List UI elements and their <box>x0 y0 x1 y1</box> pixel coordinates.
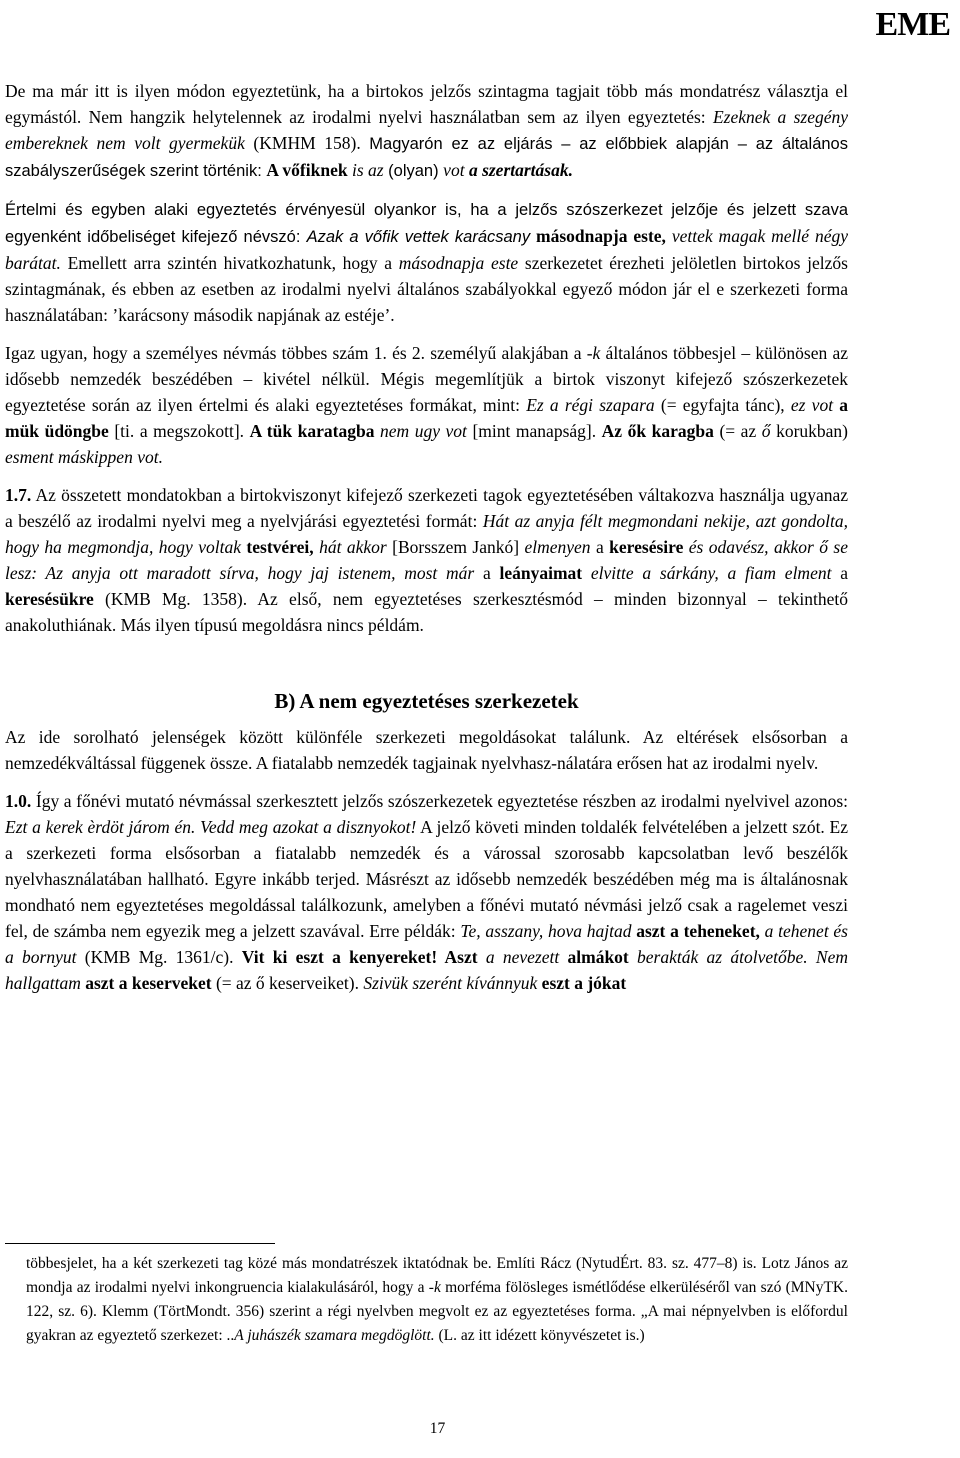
text-run: többesjelet, ha a két szerkezeti tag közé más mondatrészek iktatódnak be. Említi Rácz (NytudÉrt. 83. sz. 477–8) is. Lotz János az mondja az irodalmi nyelvi inkongruencia kialakulásáról, hogy a <box>26 1255 848 1296</box>
text-run: berakták az átolvetőbe. Nem hallgattam <box>5 947 848 993</box>
text-run: a tehenet és a bornyut <box>5 921 848 967</box>
text-run: korukban) <box>770 421 849 441</box>
text-run: Értelmi és egyben alaki egyeztetés érvényesül olyankor is, ha a jelzős szószerkezet jelzője és jelzett szava egyenként időbeliséget kifejező névszó: <box>5 201 848 246</box>
text-run: [mint manapság]. <box>466 421 602 441</box>
text-run: almákot <box>559 947 629 967</box>
text-run: másodnapja este <box>398 253 519 273</box>
text-run: keresésükre <box>5 589 94 609</box>
text-run: -k <box>586 343 601 363</box>
text-run: Aszt <box>437 947 478 967</box>
text-run: A juhászék szamara megdöglött. <box>234 1327 435 1344</box>
text-run: ez vot <box>790 395 834 415</box>
text-run: [Borsszem Jankó] <box>386 537 525 557</box>
text-run: Hát az anyja félt megmondani nekije, azt gondolta, hogy ha megmondja, hogy voltak <box>5 511 848 557</box>
text-run: A vőfiknek <box>266 160 348 180</box>
text-run: hát akkor <box>313 537 387 557</box>
paragraph <box>5 196 848 328</box>
text-run: aszt a keserveket <box>80 973 212 993</box>
text-run: vot <box>443 160 465 180</box>
text-run: szerkezetet érezheti jelöletlen birtokos jelzős szintagmának, és ebben az esetben az irodalmi nyelvi általános szabályokkal egyező módon jár el e szerkezeti forma használatában: ’karácsony második napjának az estéje’. <box>5 253 848 325</box>
main-text <box>5 78 848 1008</box>
text-run: (= egyfajta tánc), <box>654 395 791 415</box>
text-run: Te, asszany, hova hajtad <box>460 921 632 941</box>
text-run: A jelző követi minden toldalék felvételében a jelzett szót. Ez a szerkezeti forma elsősorban a fiatalabb nemzedék és a várossal szorosabb kapcsolatban levő beszélők nyelvhasználatában hallható. Egyre inkább terjed. Másrészt az idősebb nemzedék beszédében még ma is általánosnak mondható nem egyeztetéses megoldással találkozunk, amelyben a főnévi mutató névmási jelző csak a ragelemet veszi fel, de számba nem egyezik meg a jelzett szavával. Erre példák: <box>5 817 848 941</box>
text-run: A tük karatagba <box>249 421 375 441</box>
footnote-text <box>26 1252 848 1348</box>
text-run: Vit ki eszt a kenyereket! <box>241 947 438 967</box>
paragraph <box>5 788 848 996</box>
paragraph <box>5 78 848 184</box>
text-run: (KMB Mg. 1361/c). <box>76 947 242 967</box>
text-run: testvérei, <box>241 537 314 557</box>
footnote <box>26 1252 848 1348</box>
text-run: Igaz ugyan, hogy a személyes névmás többes szám 1. és 2. személyű alakjában a <box>5 343 587 363</box>
text-run: Azak a vőfik vettek karácsany <box>306 228 531 246</box>
text-run: a <box>590 537 610 557</box>
text-run: (KMHM 158). <box>244 133 370 153</box>
text-run: Szivük szerént kívánnyuk <box>363 973 538 993</box>
text-run: Ezeknek a szegény embereknek nem volt gyermekük <box>5 107 848 153</box>
text-run: (olyan) <box>383 162 444 180</box>
text-run: a szertartásak. <box>464 160 573 180</box>
text-run: 1.7. <box>5 485 32 505</box>
text-run: (KMB Mg. 1358). Az első, nem egyeztetéses szerkesztésmód – minden bizonnyal – tekinthető anakoluthiának. Más ilyen típusú megoldásra nincs példám. <box>5 589 848 635</box>
text-run: másodnapja este, <box>530 226 666 246</box>
text-run: (= az ő keserveiket). <box>211 973 364 993</box>
paragraph <box>5 482 848 638</box>
page-number: 17 <box>429 1420 446 1437</box>
text-run: -k <box>428 1279 441 1296</box>
text-run: Az ők karagba <box>601 421 714 441</box>
paragraph <box>5 724 848 776</box>
text-run: 1.0. <box>5 791 32 811</box>
paragraph <box>5 340 848 470</box>
text-run: a nevezett <box>477 947 560 967</box>
text-run: Az ide sorolható jelenségek között különféle szerkezeti megoldásokat találunk. Az eltérések elsősorban a nemzedékváltással függenek össze. A fiatalabb nemzedék tagjainak nyelvhasz-nálatára erősen hat az irodalmi nyelv. <box>5 727 848 773</box>
text-run: Emellett arra szintén hivatkozhatunk, hogy a <box>60 253 399 273</box>
text-run: Ezt a kerek èrdöt járom én. Vedd meg azokat a disznyokot! <box>5 817 417 837</box>
logo: EME <box>875 6 950 43</box>
text-run: Ez a régi szapara <box>526 395 655 415</box>
text-run: esment máskippen vot. <box>5 447 163 467</box>
text-run: elmenyen <box>524 537 591 557</box>
text-run: nem ugy vot <box>374 421 467 441</box>
text-run: a <box>831 563 848 583</box>
footnote-divider <box>5 1243 275 1244</box>
text-run: általános többesjel – különösen az idősebb nemzedék beszédében – kivétel nélkül. Mégis megemlítjük a birtok viszonyt kifejező szószerkezetek egyeztetése során az ilyen értelmi és alaki egyeztetéses formákat, mint: <box>5 343 849 415</box>
text-run: eszt a jókat <box>537 973 627 993</box>
text-run: vettek magak mellé négy barátat. <box>5 226 848 273</box>
text-run: ő <box>761 421 771 441</box>
text-run: (= az <box>713 421 762 441</box>
text-run: Magyarón ez az eljárás – az előbbiek alapján – az általános szabályszerűségek szerint történik: <box>5 135 848 180</box>
text-run: (L. az itt idézett könyvészetet is.) <box>434 1327 645 1344</box>
text-run: és odavész, akkor ő se lesz: Az anyja ott maradott sírva, hogy jaj istenem, most már <box>5 537 848 583</box>
text-run: a mük üdöngbe <box>5 395 849 441</box>
text-run: morféma fölösleges ismétlődése elkerüléséről van szó (MNyTK. 122, sz. 6). Klemm (TörtMondt. 356) szerint a régi nyelvben megvolt ez az egyeztetéses forma. „A mai népnyelvben is előfordul gyakran az egyeztető szerkezet: .. <box>26 1279 849 1344</box>
section-heading: B) A nem egyeztetéses szerkezetek <box>274 689 579 713</box>
text-run: leányaimat <box>499 563 583 583</box>
text-run: a <box>474 563 500 583</box>
text-run: Az összetett mondatokban a birtokviszonyt kifejező szerkezeti tagok egyeztetésében váltakozva használja ugyanaz a beszélő az irodalmi nyelvi meg a nyelvjárási egyeztetési formát: <box>5 485 848 531</box>
text-run: aszt a teheneket, <box>631 921 760 941</box>
text-run: Így a főnévi mutató névmással szerkesztett jelzős szószerkezetek egyeztetése részben az irodalmi nyelvivel azonos: <box>31 791 848 811</box>
text-run: keresésire <box>609 537 684 557</box>
text-run: is az <box>347 160 384 180</box>
text-run: [ti. a megszokott]. <box>108 421 250 441</box>
text-run: elvitte a sárkány, a fiam elment <box>582 563 832 583</box>
text-run: De ma már itt is ilyen módon egyeztetünk, ha a birtokos jelzős szintagma tagjait több más mondatrész választja el egymástól. Nem hangzik helytelennek az irodalmi nyelvi használatban sem az ilyen egyeztetés: <box>5 81 848 127</box>
